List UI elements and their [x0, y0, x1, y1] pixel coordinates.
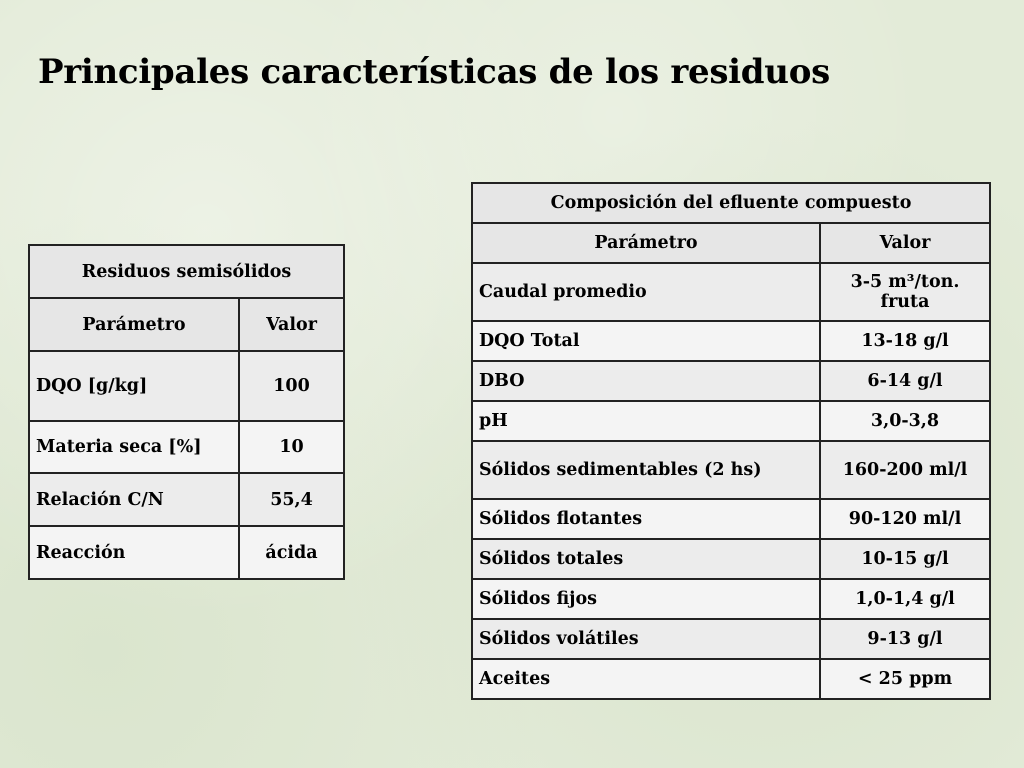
row-param: Sólidos volátiles: [472, 619, 820, 659]
row-value: ácida: [239, 526, 344, 579]
table-row: [472, 361, 990, 401]
row-param: DQO Total: [472, 321, 820, 361]
column-header-parametro: Parámetro: [472, 223, 820, 263]
table-row: [472, 619, 990, 659]
table-row: [472, 441, 990, 499]
table-row: [29, 421, 344, 473]
row-param: Sólidos fijos: [472, 579, 820, 619]
table-caption: Residuos semisólidos: [29, 245, 344, 298]
row-param: Relación C/N: [29, 473, 239, 526]
row-value: 55,4: [239, 473, 344, 526]
table-caption: Composición del efluente compuesto: [472, 183, 990, 223]
row-value: 13-18 g/l: [820, 321, 990, 361]
row-param: Caudal promedio: [472, 263, 820, 321]
table-row: [472, 401, 990, 441]
row-param: Sólidos sedimentables (2 hs): [472, 441, 820, 499]
row-param: Aceites: [472, 659, 820, 699]
table-row: [472, 579, 990, 619]
table-composicion-efluente: [471, 182, 991, 700]
row-value: 3,0-3,8: [820, 401, 990, 441]
row-param: Sólidos totales: [472, 539, 820, 579]
row-value: 6-14 g/l: [820, 361, 990, 401]
row-value: 160-200 ml/l: [820, 441, 990, 499]
column-header-valor: Valor: [239, 298, 344, 351]
row-param: Sólidos flotantes: [472, 499, 820, 539]
row-value: 9-13 g/l: [820, 619, 990, 659]
row-value: 1,0-1,4 g/l: [820, 579, 990, 619]
row-param: Reacción: [29, 526, 239, 579]
table-row: [472, 659, 990, 699]
row-param: DQO [g/kg]: [29, 351, 239, 421]
table-row: [29, 473, 344, 526]
row-value: < 25 ppm: [820, 659, 990, 699]
row-param: Materia seca [%]: [29, 421, 239, 473]
row-value: 10: [239, 421, 344, 473]
row-value: 100: [239, 351, 344, 421]
table-row: [472, 321, 990, 361]
table-row: [472, 263, 990, 321]
page-title: Principales características de los residuos: [38, 52, 830, 92]
table-row: [472, 539, 990, 579]
row-value: 90-120 ml/l: [820, 499, 990, 539]
table-row: [29, 526, 344, 579]
column-header-parametro: Parámetro: [29, 298, 239, 351]
row-value: 10-15 g/l: [820, 539, 990, 579]
table-row: [472, 499, 990, 539]
row-param: pH: [472, 401, 820, 441]
table-residuos-semisolidos: [28, 244, 345, 580]
column-header-valor: Valor: [820, 223, 990, 263]
row-param: DBO: [472, 361, 820, 401]
row-value: 3-5 m³/ton. fruta: [820, 263, 990, 321]
table-row: [29, 351, 344, 421]
